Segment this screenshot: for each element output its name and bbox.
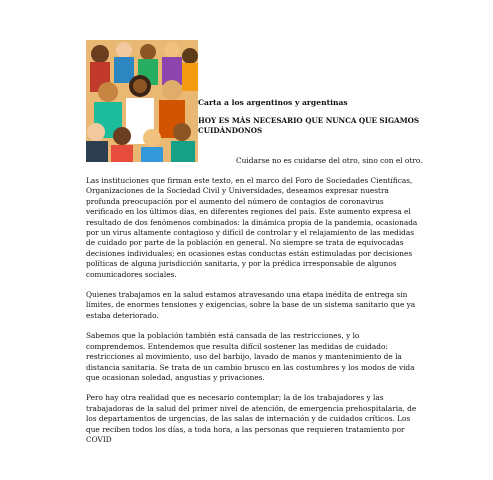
paragraph: Pero hay otra realidad que es necesario contemplar; la de los trabajadores y las trabajadoras de la salud del primer nivel de atención, de emergencia prehospitalaria, de los departamentos de urgencias, de las salas de internación y de cuidados críticos. Los que reciben todos los días, a toda hora, a las personas que requieren tratamiento por COVID	[86, 393, 417, 444]
letter-title: Carta a los argentinos y argentinas	[198, 98, 348, 107]
paragraph: Las instituciones que firman este texto, en el marco del Foro de Sociedades Científicas, Organizaciones de la Sociedad Civil y Universidades, deseamos expresar nuestra profunda preocupación por el aumento del número de contagios de coronavirus verificado en los últimos días, en diferentes regiones del país. Este aumento expresa el resultado de dos fenómenos combinados: la dinámica propia de la pandemia, ocasionada por un virus altamente contagioso y difícil de controlar y el relajamiento de las medidas de cuidado por parte de la población en general. No siempre se trata de equivocadas decisiones individuales; en ocasiones estas conductas están estimuladas por decisiones políticas de alguna jurisdicción sanitaria, y por la prédica irresponsable de algunos comunicadores sociales.	[86, 176, 418, 279]
letter-quote: Cuidarse no es cuidarse del otro, sino con el otro.	[236, 156, 423, 165]
paragraph: Sabemos que la población también está cansada de las restricciones, y lo comprendemos. Entendemos que resulta difícil sostener las medidas de cuidado: restricciones al movimiento, uso del barbijo, lavado de manos y mantenimiento de la distancia sanitaria. Se trata de un cambio brusco en las costumbres y los modos de vida que ocasionan soledad, angustias y privaciones.	[86, 331, 415, 382]
title-block	[198, 98, 448, 138]
letter-body	[86, 176, 419, 455]
paragraph: Quienes trabajamos en la salud estamos atravesando una etapa inédita de entrega sin límites, de enormes tensiones y exigencias, sobre la base de un sistema sanitario que ya estaba deteriorado.	[86, 290, 416, 320]
people-illustration	[86, 40, 198, 162]
letter-headline: HOY ES MÁS NECESARIO QUE NUNCA QUE SIGAMOS CUIDÁNDONOS	[198, 116, 420, 135]
